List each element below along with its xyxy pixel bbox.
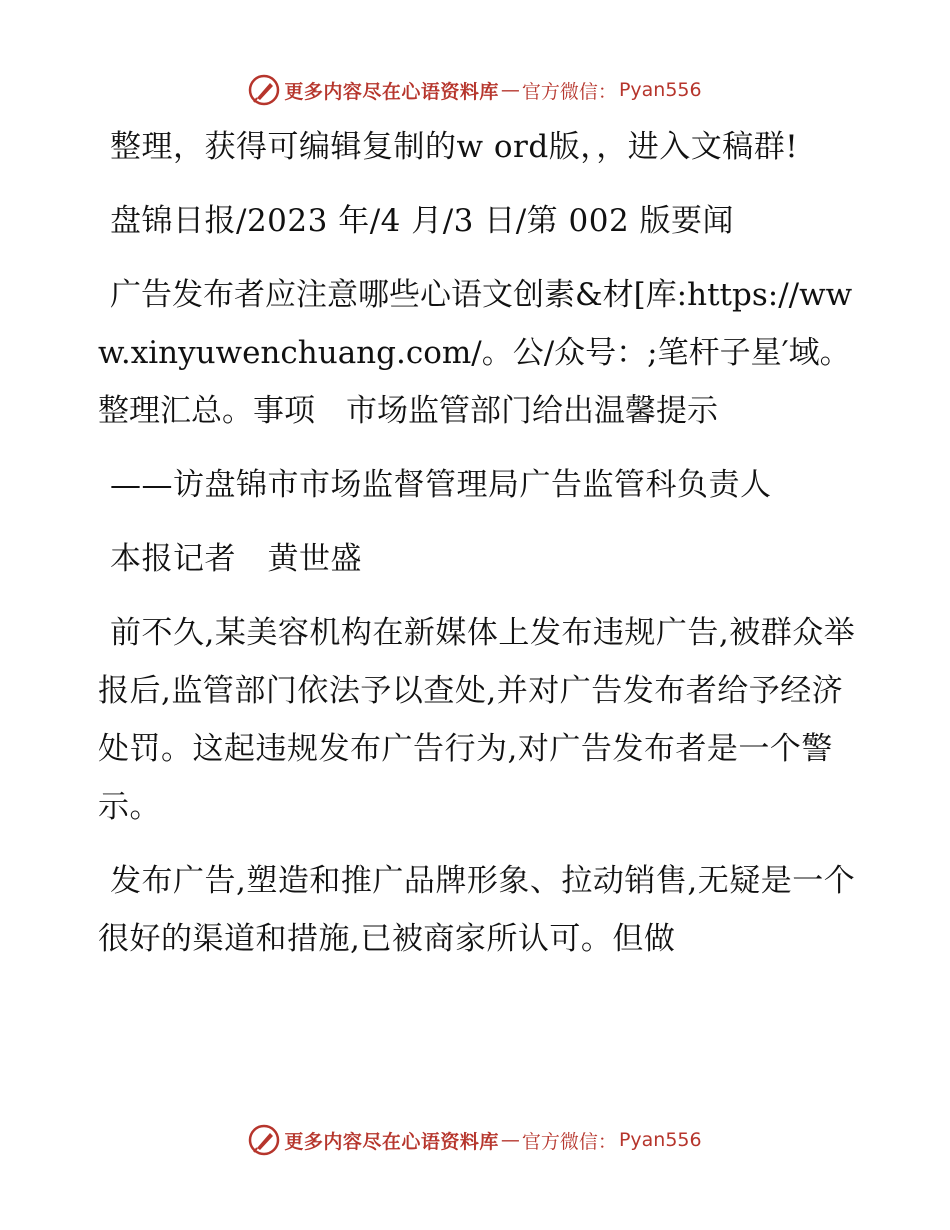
banner-separator: — (500, 1129, 520, 1151)
banner-separator: — (500, 79, 520, 101)
banner-official-label: 官方微信： (521, 80, 617, 103)
banner-wechat-id: Pyan556 (618, 1129, 702, 1151)
quill-pen-icon (248, 1124, 280, 1156)
banner-wechat-id: Pyan556 (618, 79, 702, 101)
paragraph-subheadline: ——访盘锦市市场监督管理局广告监管科负责人 (110, 467, 772, 503)
paragraph-intro: 整理，获得可编辑复制的w ord版，，进入文稿群! (110, 129, 799, 165)
paragraph-byline: 本报记者 黄世盛 (110, 541, 362, 577)
banner-title: 更多内容尽在心语资料库 (284, 1130, 499, 1153)
banner-title: 更多内容尽在心语资料库 (284, 80, 499, 103)
document-body (98, 118, 858, 984)
paragraph-source-line: 盘锦日报/2023 年/4 月/3 日/第 002 版要闻 (110, 203, 735, 239)
quill-pen-icon (248, 74, 280, 106)
paragraph-body-2: 发布广告,塑造和推广品牌形象、拉动销售,无疑是一个很好的渠道和措施,已被商家所认可。但做 (98, 863, 856, 957)
footer-watermark-banner (0, 1120, 950, 1160)
banner-official-label: 官方微信： (521, 1130, 617, 1153)
paragraph-body-1: 前不久,某美容机构在新媒体上发布违规广告,被群众举报后,监管部门依法予以查处,并对广告发布者给予经济处罚。这起违规发布广告行为,对广告发布者是一个警示。 (98, 615, 856, 825)
header-watermark-banner (0, 70, 950, 110)
paragraph-headline: 广告发布者应注意哪些心语文创素&材[库:https://www.xinyuwenchuang.com/。公/众号：;笔杆子星′域。整理汇总。事项 市场监管部门给出温馨提示 (98, 277, 853, 429)
